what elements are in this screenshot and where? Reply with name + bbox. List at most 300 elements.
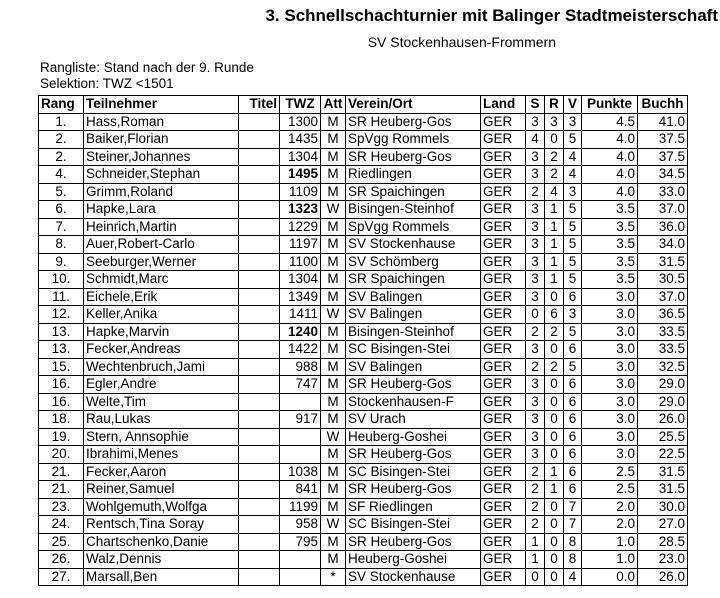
twz-cell: 1304 — [280, 148, 321, 166]
buchholz-cell: 31.5 — [638, 463, 688, 481]
losses-cell: 5 — [564, 253, 582, 271]
points-cell: 2.5 — [582, 481, 638, 499]
wins-cell: 3 — [526, 376, 545, 394]
twz-cell: 795 — [280, 533, 321, 551]
player-name-cell: Grimm,Roland — [84, 183, 239, 201]
points-cell: 3.0 — [582, 358, 638, 376]
points-cell: 4.0 — [582, 148, 638, 166]
wins-cell: 3 — [526, 411, 545, 429]
draws-cell: 0 — [545, 411, 564, 429]
losses-cell: 6 — [564, 428, 582, 446]
losses-cell: 8 — [564, 533, 582, 551]
draws-cell: 1 — [545, 253, 564, 271]
draws-cell: 4 — [545, 183, 564, 201]
buchholz-cell: 29.0 — [638, 376, 688, 394]
losses-cell: 6 — [564, 341, 582, 359]
buchholz-cell: 37.5 — [638, 148, 688, 166]
twz-cell: 1100 — [280, 253, 321, 271]
losses-cell: 3 — [564, 113, 582, 131]
table-row — [39, 236, 688, 254]
twz-cell — [280, 568, 321, 586]
table-row — [39, 358, 688, 376]
column-header-verein: Verein/Ort — [346, 96, 481, 114]
player-name-cell: Reiner,Samuel — [84, 481, 239, 499]
losses-cell: 8 — [564, 551, 582, 569]
player-name-cell: Steiner,Johannes — [84, 148, 239, 166]
losses-cell: 5 — [564, 218, 582, 236]
title-cell — [239, 551, 280, 569]
buchholz-cell: 33.5 — [638, 323, 688, 341]
points-cell: 4.0 — [582, 166, 638, 184]
points-cell: 3.5 — [582, 218, 638, 236]
att-cell: W — [321, 201, 346, 219]
rank-cell: 19. — [39, 428, 84, 446]
losses-cell: 6 — [564, 481, 582, 499]
twz-cell: 747 — [280, 376, 321, 394]
club-cell: SV Stockenhause — [346, 236, 481, 254]
att-cell: M — [321, 393, 346, 411]
buchholz-cell: 30.5 — [638, 271, 688, 289]
club-cell: SpVgg Rommels — [346, 131, 481, 149]
table-row — [39, 218, 688, 236]
country-cell: GER — [481, 463, 526, 481]
twz-cell: 841 — [280, 481, 321, 499]
club-cell: SR Heuberg-Gos — [346, 446, 481, 464]
club-cell: SR Heuberg-Gos — [346, 113, 481, 131]
club-cell: SpVgg Rommels — [346, 218, 481, 236]
title-cell — [239, 428, 280, 446]
club-cell: SR Heuberg-Gos — [346, 376, 481, 394]
rank-cell: 21. — [39, 481, 84, 499]
player-name-cell: Marsall,Ben — [84, 568, 239, 586]
losses-cell: 5 — [564, 358, 582, 376]
rank-cell: 2. — [39, 131, 84, 149]
club-cell: Bisingen-Steinhof — [346, 323, 481, 341]
ranking-table — [38, 95, 688, 586]
att-cell: M — [321, 323, 346, 341]
buchholz-cell: 25.5 — [638, 428, 688, 446]
wins-cell: 0 — [526, 568, 545, 586]
club-cell: SR Spaichingen — [346, 183, 481, 201]
buchholz-cell: 26.0 — [638, 568, 688, 586]
points-cell: 4.0 — [582, 183, 638, 201]
att-cell: W — [321, 428, 346, 446]
club-cell: SV Balingen — [346, 306, 481, 324]
draws-cell: 0 — [545, 551, 564, 569]
twz-cell: 1304 — [280, 271, 321, 289]
country-cell: GER — [481, 131, 526, 149]
losses-cell: 4 — [564, 148, 582, 166]
country-cell: GER — [481, 341, 526, 359]
att-cell: M — [321, 288, 346, 306]
buchholz-cell: 33.5 — [638, 341, 688, 359]
att-cell: M — [321, 166, 346, 184]
points-cell: 1.0 — [582, 533, 638, 551]
player-name-cell: Hass,Roman — [84, 113, 239, 131]
column-header-buchh: Buchh — [638, 96, 688, 114]
buchholz-cell: 22.5 — [638, 446, 688, 464]
country-cell: GER — [481, 428, 526, 446]
club-cell: SR Heuberg-Gos — [346, 481, 481, 499]
country-cell: GER — [481, 498, 526, 516]
draws-cell: 0 — [545, 428, 564, 446]
rank-cell: 6. — [39, 201, 84, 219]
title-cell — [239, 288, 280, 306]
twz-cell: 958 — [280, 516, 321, 534]
player-name-cell: Hapke,Lara — [84, 201, 239, 219]
player-name-cell: Welte,Tim — [84, 393, 239, 411]
att-cell: M — [321, 131, 346, 149]
table-row — [39, 306, 688, 324]
buchholz-cell: 28.5 — [638, 533, 688, 551]
draws-cell: 0 — [545, 341, 564, 359]
wins-cell: 3 — [526, 393, 545, 411]
att-cell: M — [321, 498, 346, 516]
country-cell: GER — [481, 253, 526, 271]
twz-cell: 1422 — [280, 341, 321, 359]
att-cell: M — [321, 253, 346, 271]
title-cell — [239, 113, 280, 131]
twz-cell: 1240 — [280, 323, 321, 341]
club-cell: Stockenhausen-F — [346, 393, 481, 411]
title-cell — [239, 306, 280, 324]
att-cell: * — [321, 568, 346, 586]
points-cell: 3.0 — [582, 341, 638, 359]
title-cell — [239, 498, 280, 516]
player-name-cell: Heinrich,Martin — [84, 218, 239, 236]
country-cell: GER — [481, 376, 526, 394]
country-cell: GER — [481, 551, 526, 569]
buchholz-cell: 30.0 — [638, 498, 688, 516]
losses-cell: 4 — [564, 568, 582, 586]
table-row — [39, 568, 688, 586]
wins-cell: 0 — [526, 306, 545, 324]
losses-cell: 6 — [564, 446, 582, 464]
rank-cell: 9. — [39, 253, 84, 271]
table-row — [39, 498, 688, 516]
losses-cell: 5 — [564, 271, 582, 289]
table-row — [39, 551, 688, 569]
rank-cell: 18. — [39, 411, 84, 429]
title-cell — [239, 148, 280, 166]
att-cell: M — [321, 358, 346, 376]
ranking-table-body — [39, 113, 688, 586]
country-cell: GER — [481, 113, 526, 131]
title-cell — [239, 568, 280, 586]
club-cell: SV Schömberg — [346, 253, 481, 271]
att-cell: M — [321, 113, 346, 131]
wins-cell: 3 — [526, 218, 545, 236]
twz-cell: 1323 — [280, 201, 321, 219]
twz-cell: 1038 — [280, 463, 321, 481]
wins-cell: 3 — [526, 341, 545, 359]
draws-cell: 6 — [545, 306, 564, 324]
column-header-r: R — [545, 96, 564, 114]
column-header-punkte: Punkte — [582, 96, 638, 114]
country-cell: GER — [481, 411, 526, 429]
player-name-cell: Stern, Annsophie — [84, 428, 239, 446]
player-name-cell: Wohlgemuth,Wolfga — [84, 498, 239, 516]
points-cell: 3.5 — [582, 271, 638, 289]
player-name-cell: Rentsch,Tina Soray — [84, 516, 239, 534]
buchholz-cell: 31.5 — [638, 481, 688, 499]
wins-cell: 3 — [526, 166, 545, 184]
wins-cell: 4 — [526, 131, 545, 149]
club-cell: Riedlingen — [346, 166, 481, 184]
column-header-s: S — [526, 96, 545, 114]
page-title: 3. Schnellschachturnier mit Balinger Stadtmeisterschaft — [265, 6, 718, 25]
ranking-status: Rangliste: Stand nach der 9. Runde — [40, 60, 254, 75]
selection-filter: Selektion: TWZ <1501 — [40, 76, 174, 91]
title-cell — [239, 166, 280, 184]
wins-cell: 2 — [526, 481, 545, 499]
table-row — [39, 481, 688, 499]
wins-cell: 3 — [526, 253, 545, 271]
country-cell: GER — [481, 358, 526, 376]
club-cell: SC Bisingen-Stei — [346, 516, 481, 534]
twz-cell: 1300 — [280, 113, 321, 131]
draws-cell: 2 — [545, 166, 564, 184]
twz-cell — [280, 551, 321, 569]
country-cell: GER — [481, 218, 526, 236]
title-cell — [239, 218, 280, 236]
losses-cell: 7 — [564, 516, 582, 534]
att-cell: M — [321, 446, 346, 464]
country-cell: GER — [481, 288, 526, 306]
buchholz-cell: 37.5 — [638, 131, 688, 149]
title-cell — [239, 446, 280, 464]
losses-cell: 4 — [564, 166, 582, 184]
title-cell — [239, 201, 280, 219]
buchholz-cell: 36.5 — [638, 306, 688, 324]
rank-cell: 27. — [39, 568, 84, 586]
points-cell: 3.0 — [582, 393, 638, 411]
club-cell: Heuberg-Goshei — [346, 551, 481, 569]
losses-cell: 3 — [564, 183, 582, 201]
wins-cell: 3 — [526, 148, 545, 166]
wins-cell: 3 — [526, 271, 545, 289]
losses-cell: 5 — [564, 201, 582, 219]
page-subtitle: SV Stockenhausen-Frommern — [367, 34, 556, 50]
twz-cell: 1349 — [280, 288, 321, 306]
wins-cell: 3 — [526, 446, 545, 464]
club-cell: SR Spaichingen — [346, 271, 481, 289]
player-name-cell: Egler,Andre — [84, 376, 239, 394]
rank-cell: 12. — [39, 306, 84, 324]
rank-cell: 13. — [39, 341, 84, 359]
twz-cell: 1199 — [280, 498, 321, 516]
points-cell: 2.0 — [582, 498, 638, 516]
draws-cell: 1 — [545, 271, 564, 289]
points-cell: 3.0 — [582, 411, 638, 429]
player-name-cell: Schneider,Stephan — [84, 166, 239, 184]
draws-cell: 0 — [545, 446, 564, 464]
table-row — [39, 323, 688, 341]
table-row — [39, 341, 688, 359]
club-cell: SR Heuberg-Gos — [346, 148, 481, 166]
att-cell: M — [321, 463, 346, 481]
column-header-twz: TWZ — [280, 96, 321, 114]
player-name-cell: Seeburger,Werner — [84, 253, 239, 271]
twz-cell: 1411 — [280, 306, 321, 324]
att-cell: M — [321, 481, 346, 499]
table-row — [39, 201, 688, 219]
wins-cell: 2 — [526, 323, 545, 341]
country-cell: GER — [481, 568, 526, 586]
points-cell: 3.5 — [582, 201, 638, 219]
draws-cell: 0 — [545, 288, 564, 306]
rank-cell: 15. — [39, 358, 84, 376]
points-cell: 3.0 — [582, 306, 638, 324]
title-cell — [239, 393, 280, 411]
losses-cell: 5 — [564, 131, 582, 149]
twz-cell: 1435 — [280, 131, 321, 149]
rank-cell: 11. — [39, 288, 84, 306]
points-cell: 3.0 — [582, 288, 638, 306]
twz-cell: 1197 — [280, 236, 321, 254]
column-header-teilnehmer: Teilnehmer — [84, 96, 239, 114]
draws-cell: 2 — [545, 358, 564, 376]
draws-cell: 3 — [545, 113, 564, 131]
buchholz-cell: 37.0 — [638, 288, 688, 306]
draws-cell: 0 — [545, 568, 564, 586]
buchholz-cell: 34.0 — [638, 236, 688, 254]
twz-cell — [280, 428, 321, 446]
buchholz-cell: 41.0 — [638, 113, 688, 131]
player-name-cell: Schmidt,Marc — [84, 271, 239, 289]
draws-cell: 1 — [545, 463, 564, 481]
title-cell — [239, 463, 280, 481]
att-cell: M — [321, 183, 346, 201]
draws-cell: 1 — [545, 236, 564, 254]
att-cell: M — [321, 376, 346, 394]
points-cell: 2.0 — [582, 516, 638, 534]
buchholz-cell: 36.0 — [638, 218, 688, 236]
draws-cell: 2 — [545, 148, 564, 166]
points-cell: 3.5 — [582, 253, 638, 271]
table-row — [39, 183, 688, 201]
column-header-att: Att — [321, 96, 346, 114]
losses-cell: 6 — [564, 376, 582, 394]
losses-cell: 6 — [564, 393, 582, 411]
title-cell — [239, 516, 280, 534]
buchholz-cell: 29.0 — [638, 393, 688, 411]
rank-cell: 23. — [39, 498, 84, 516]
draws-cell: 0 — [545, 131, 564, 149]
club-cell: SV Balingen — [346, 358, 481, 376]
table-row — [39, 253, 688, 271]
losses-cell: 5 — [564, 236, 582, 254]
club-cell: SC Bisingen-Stei — [346, 463, 481, 481]
twz-cell: 917 — [280, 411, 321, 429]
player-name-cell: Chartschenko,Danie — [84, 533, 239, 551]
att-cell: M — [321, 218, 346, 236]
twz-cell: 1109 — [280, 183, 321, 201]
country-cell: GER — [481, 148, 526, 166]
draws-cell: 1 — [545, 218, 564, 236]
wins-cell: 2 — [526, 463, 545, 481]
wins-cell: 3 — [526, 201, 545, 219]
table-row — [39, 148, 688, 166]
table-row — [39, 516, 688, 534]
title-cell — [239, 341, 280, 359]
rank-cell: 16. — [39, 376, 84, 394]
rank-cell: 16. — [39, 393, 84, 411]
draws-cell: 1 — [545, 201, 564, 219]
table-row — [39, 393, 688, 411]
rank-cell: 1. — [39, 113, 84, 131]
player-name-cell: Hapke,Marvin — [84, 323, 239, 341]
column-header-land: Land — [481, 96, 526, 114]
rank-cell: 4. — [39, 166, 84, 184]
table-row — [39, 446, 688, 464]
buchholz-cell: 37.0 — [638, 201, 688, 219]
title-cell — [239, 253, 280, 271]
title-cell — [239, 376, 280, 394]
table-row — [39, 463, 688, 481]
points-cell: 0.0 — [582, 568, 638, 586]
country-cell: GER — [481, 393, 526, 411]
points-cell: 3.0 — [582, 376, 638, 394]
draws-cell: 0 — [545, 516, 564, 534]
draws-cell: 0 — [545, 376, 564, 394]
title-cell — [239, 271, 280, 289]
buchholz-cell: 27.0 — [638, 516, 688, 534]
points-cell: 3.0 — [582, 446, 638, 464]
points-cell: 3.5 — [582, 236, 638, 254]
draws-cell: 2 — [545, 323, 564, 341]
table-row — [39, 166, 688, 184]
country-cell: GER — [481, 183, 526, 201]
twz-cell — [280, 446, 321, 464]
player-name-cell: Walz,Dennis — [84, 551, 239, 569]
country-cell: GER — [481, 271, 526, 289]
title-cell — [239, 236, 280, 254]
table-row — [39, 411, 688, 429]
rank-cell: 5. — [39, 183, 84, 201]
country-cell: GER — [481, 516, 526, 534]
club-cell: SV Urach — [346, 411, 481, 429]
wins-cell: 2 — [526, 516, 545, 534]
points-cell: 3.0 — [582, 323, 638, 341]
title-cell — [239, 358, 280, 376]
wins-cell: 2 — [526, 183, 545, 201]
title-cell — [239, 131, 280, 149]
buchholz-cell: 31.5 — [638, 253, 688, 271]
draws-cell: 0 — [545, 533, 564, 551]
rank-cell: 2. — [39, 148, 84, 166]
club-cell: SV Balingen — [346, 288, 481, 306]
rank-cell: 8. — [39, 236, 84, 254]
buchholz-cell: 23.0 — [638, 551, 688, 569]
wins-cell: 3 — [526, 113, 545, 131]
title-cell — [239, 481, 280, 499]
att-cell: M — [321, 551, 346, 569]
buchholz-cell: 34.5 — [638, 166, 688, 184]
points-cell: 1.0 — [582, 551, 638, 569]
title-cell — [239, 411, 280, 429]
att-cell: M — [321, 236, 346, 254]
twz-cell: 988 — [280, 358, 321, 376]
table-row — [39, 131, 688, 149]
att-cell: M — [321, 148, 346, 166]
club-cell: SC Bisingen-Stei — [346, 341, 481, 359]
losses-cell: 6 — [564, 463, 582, 481]
rank-cell: 25. — [39, 533, 84, 551]
country-cell: GER — [481, 481, 526, 499]
player-name-cell: Auer,Robert-Carlo — [84, 236, 239, 254]
country-cell: GER — [481, 306, 526, 324]
